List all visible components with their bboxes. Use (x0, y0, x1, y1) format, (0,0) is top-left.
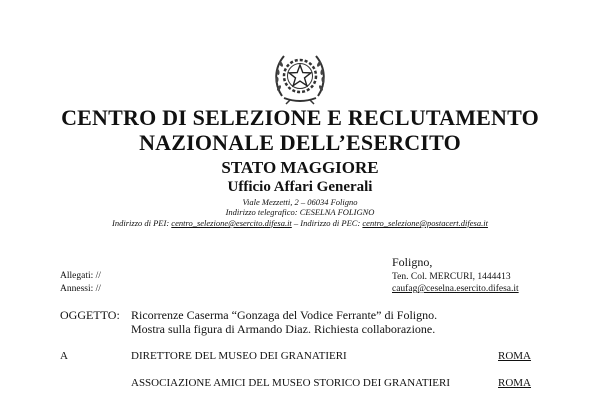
title-line-2: NAZIONALE DELL’ESERCITO (139, 130, 461, 155)
recipient-prefix: A (60, 350, 68, 362)
recipient-city: ROMA (498, 350, 532, 362)
email-addresses (0, 218, 600, 229)
place: Foligno, (392, 255, 433, 269)
address: Viale Mezzetti, 2 – 06034 Foligno (242, 197, 358, 207)
title-line-3: STATO MAGGIORE (221, 158, 379, 177)
attachments: Allegati: // (60, 271, 101, 281)
pei-email-link[interactable]: centro_selezione@esercito.difesa.it (171, 218, 292, 228)
contact-officer: Ten. Col. MERCURI, 1444413 (392, 272, 511, 282)
subject-line-1: Ricorrenze Caserma “Gonzaga del Vodice Ferrante” di Foligno. (131, 308, 438, 322)
contact-email-link[interactable]: caufag@ceselna.esercito.difesa.it (392, 284, 519, 294)
subject-line-2: Mostra sulla figura di Armando Diaz. Richiesta collaborazione. (131, 322, 436, 336)
italian-republic-emblem-icon (270, 44, 330, 106)
pec-label: – Indirizzo di PEC: (293, 218, 361, 228)
recipient-name: ASSOCIAZIONE AMICI DEL MUSEO STORICO DEI GRANATIERI (131, 377, 450, 389)
telegraphic-address: Indirizzo telegrafico: CESELNA FOLIGNO (225, 207, 375, 217)
pec-email-link[interactable]: centro_selezione@postacert.difesa.it (362, 218, 488, 228)
pei-label: Indirizzo di PEI: (112, 218, 170, 228)
title-line-1: CENTRO DI SELEZIONE E RECLUTAMENTO (61, 105, 539, 130)
recipient-city: ROMA (498, 377, 532, 389)
recipient-name: DIRETTORE DEL MUSEO DEI GRANATIERI (131, 350, 347, 362)
office-name: Ufficio Affari Generali (227, 179, 373, 195)
annexes: Annessi: // (60, 284, 101, 294)
subject-label: OGGETTO: (60, 308, 120, 322)
